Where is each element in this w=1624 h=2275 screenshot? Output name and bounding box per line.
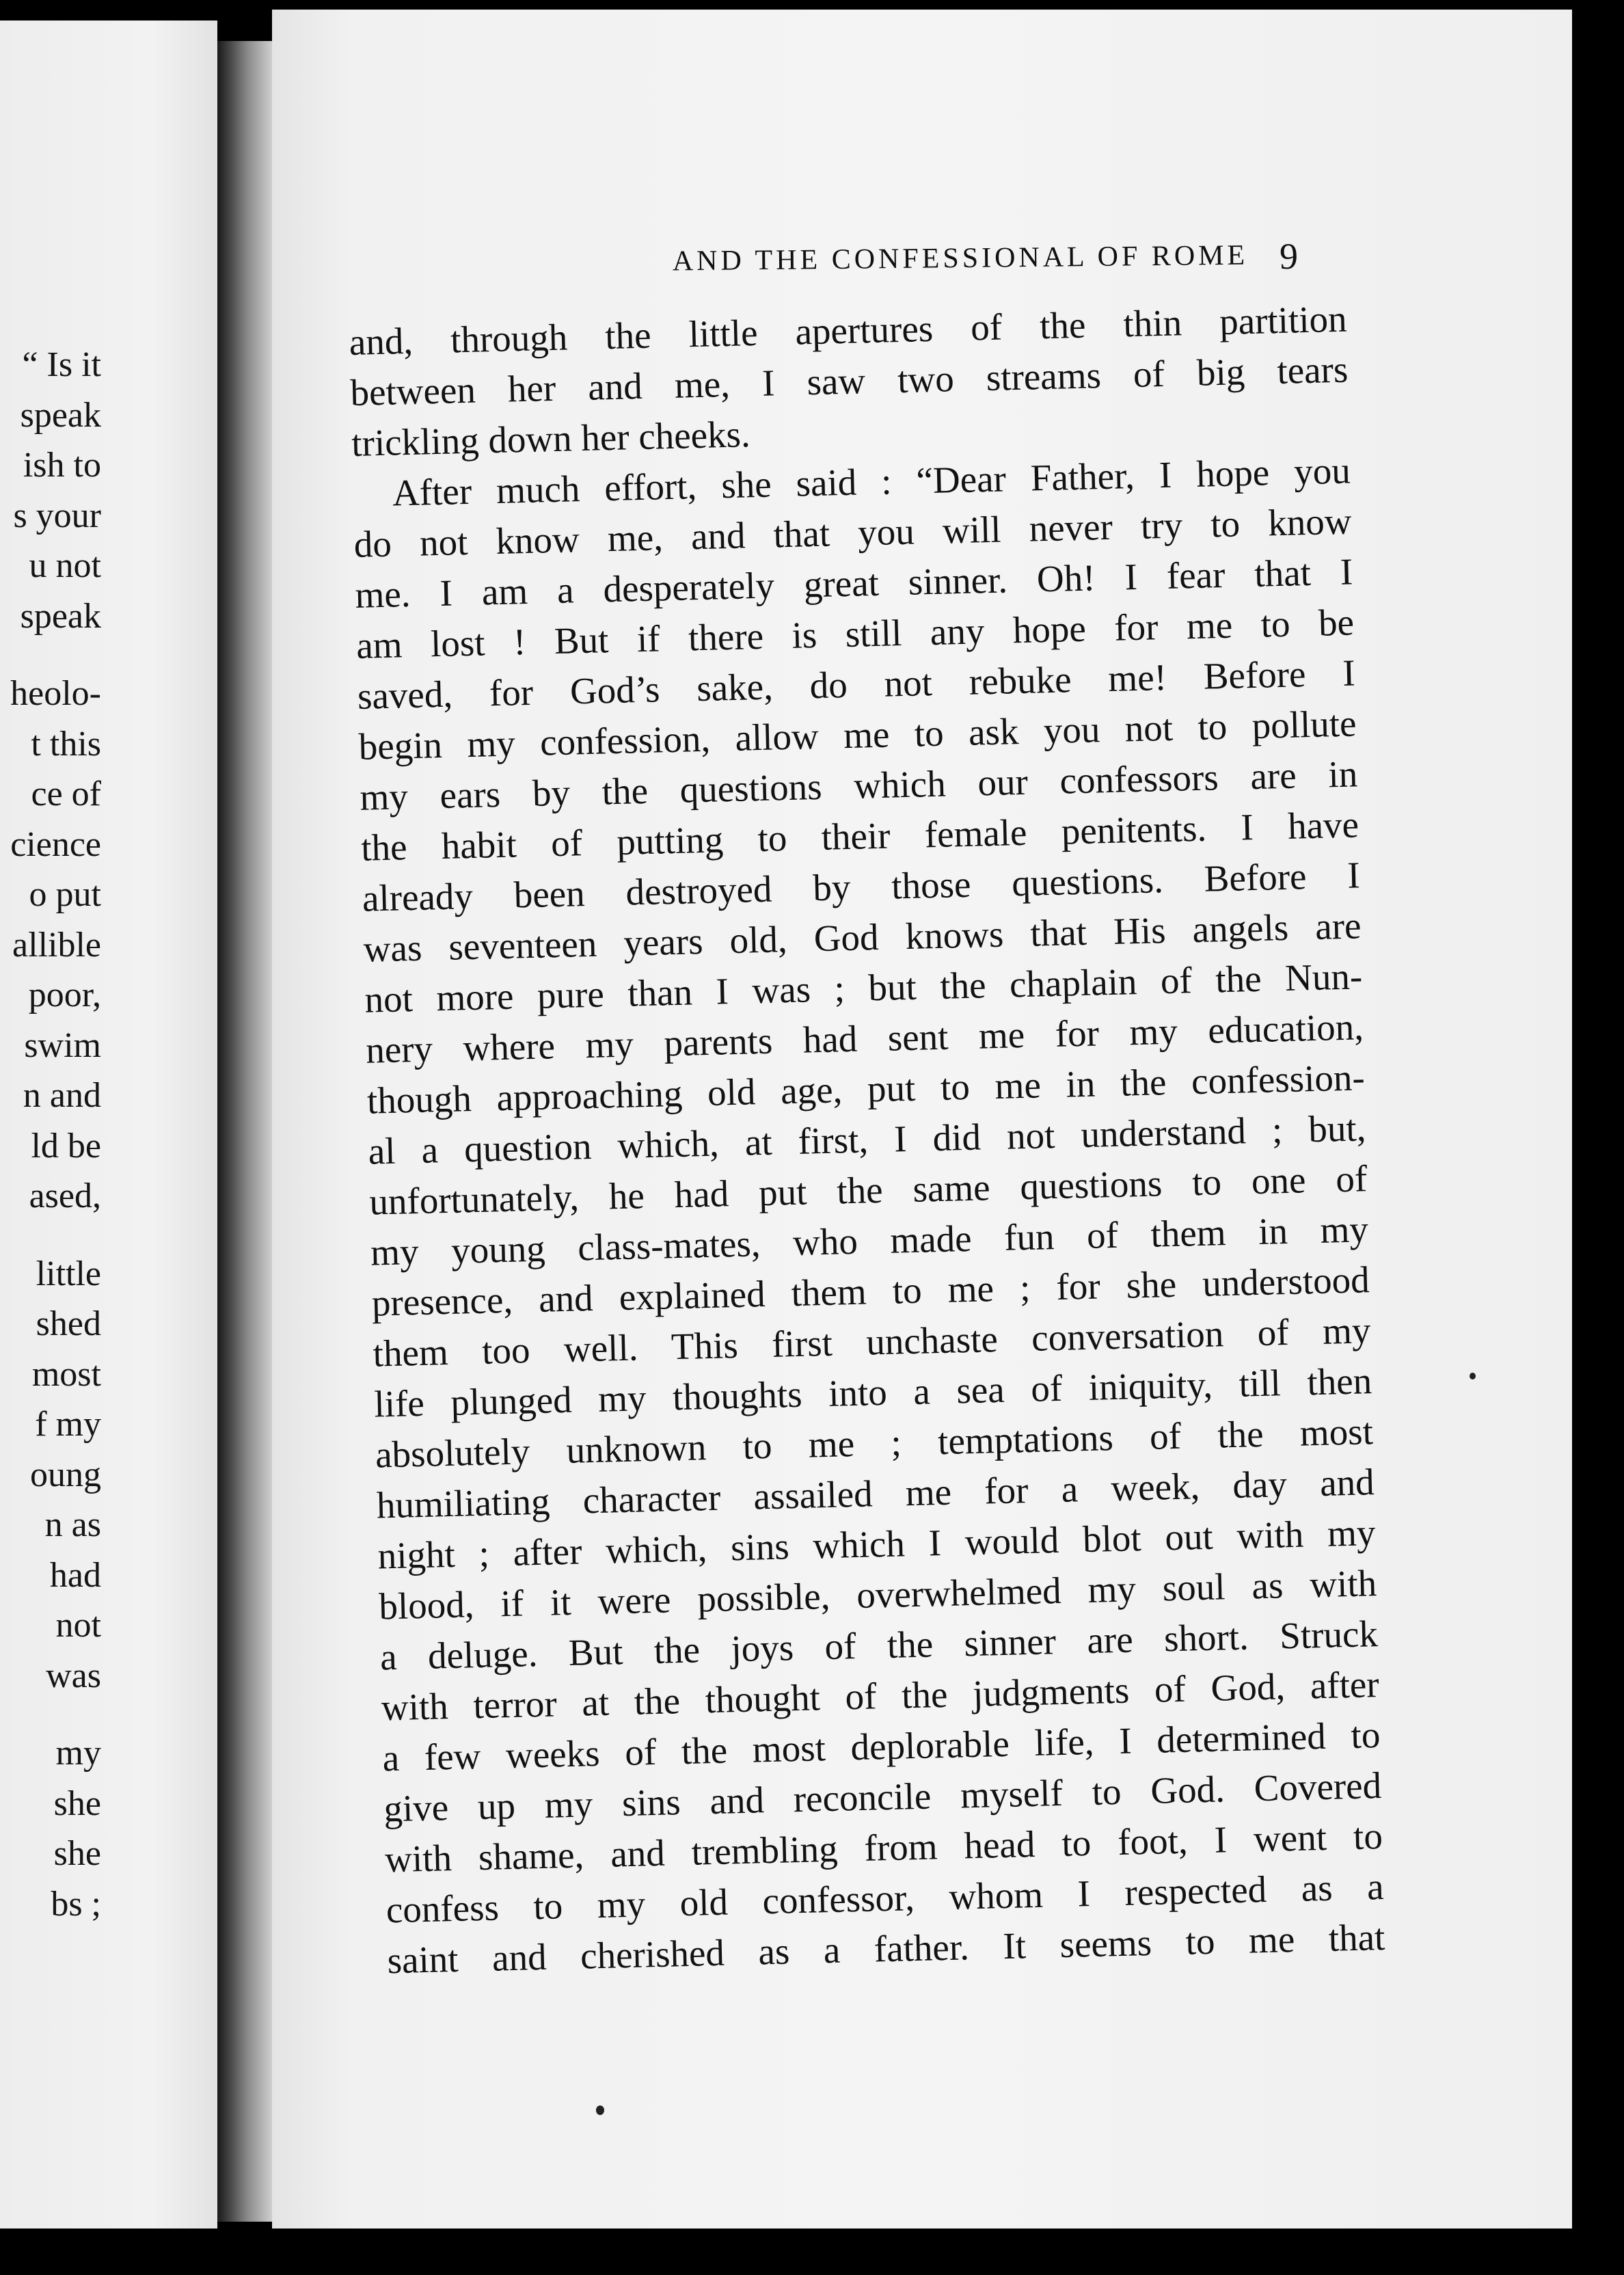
ink-speck [1470, 1373, 1476, 1379]
text-line: do not know me, and that you will never try to know [353, 500, 1353, 565]
left-page-line: she [53, 1834, 101, 1873]
left-page-line: t this [31, 724, 101, 764]
left-page-line: shed [36, 1304, 101, 1343]
book-gutter-shadow [217, 41, 272, 2222]
text-line: give up my sins and reconcile myself to God. Covered [383, 1764, 1382, 1830]
left-page-line: cience [10, 824, 101, 864]
text-line: the habit of putting to their female penitents. I have [360, 803, 1359, 869]
text-line: saved, for God’s sake, do not rebuke me! Before I [357, 651, 1356, 717]
page-number: 9 [1280, 236, 1298, 277]
left-page-line: ce of [31, 775, 101, 813]
left-page-line: my [55, 1734, 101, 1773]
left-page-line: speak [20, 395, 101, 435]
left-page-line: bs ; [51, 1884, 101, 1924]
left-page-line: f my [35, 1405, 101, 1444]
text-line: a few weeks of the most deplorable life, I determined to [381, 1714, 1381, 1779]
left-page-line: “ Is it [22, 345, 101, 384]
left-page-line: heolo- [10, 674, 101, 713]
running-head: AND THE CONFESSIONAL OF ROME [672, 239, 1249, 278]
text-line: them too well. This first unchaste conversation of my [373, 1309, 1372, 1375]
text-line: night ; after which, sins which I would blot out with my [377, 1511, 1377, 1577]
left-page-line: was [46, 1656, 101, 1695]
text-line: me. I am a desperately great sinner. Oh! I fear that I [354, 550, 1353, 616]
left-page-line: most [31, 1354, 101, 1394]
text-line: life plunged my thoughts into a sea of iniquity, till then [373, 1360, 1372, 1425]
text-line: though approaching old age, put to me in the confession- [366, 1056, 1366, 1122]
text-line: confess to my old confessor, whom I respected as a [385, 1865, 1385, 1931]
text-line: am lost ! But if there is still any hope for me to be [355, 601, 1355, 667]
left-page-line: not [55, 1606, 101, 1645]
text-line: humiliating character assailed me for a week, day and [376, 1461, 1375, 1526]
page-edge [1572, 10, 1624, 2229]
left-page-line: s your [13, 496, 101, 535]
text-line: and, through the little apertures of the thin partition [349, 297, 1348, 363]
left-page-line: n and [23, 1076, 101, 1115]
scan-border [0, 2229, 1624, 2275]
text-line: unfortunately, he had put the same questions to one of [368, 1157, 1368, 1223]
text-line: not more pure than I was ; but the chaplain of the Nun- [364, 955, 1363, 1021]
left-page-line: swim [24, 1025, 101, 1065]
left-page-line: speak [20, 596, 101, 636]
text-line: nery where my parents had sent me for my education, [365, 1006, 1364, 1071]
text-line: presence, and explained them to me ; for she understood [371, 1258, 1370, 1324]
text-line: blood, if it were possible, overwhelmed my soul as with [378, 1562, 1377, 1628]
text-line: begin my confession, allow me to ask you not to pollute [358, 702, 1357, 768]
text-line: saint and cherished as a father. It seems to me that [386, 1915, 1385, 1982]
left-page-line: ish to [23, 446, 101, 485]
left-page-line: u not [29, 546, 101, 585]
left-page-line: ld be [31, 1126, 101, 1166]
text-line: my young class-mates, who made fun of them in my [370, 1208, 1369, 1274]
text-line: already been destroyed by those questions. Before I [362, 854, 1361, 919]
text-line: with shame, and trembling from head to foot, I went to [384, 1814, 1383, 1881]
text-line: with terror at the thought of the judgments of God, after [381, 1663, 1380, 1729]
text-line: After much effort, she said : “Dear Father, I hope you [392, 449, 1351, 514]
left-page-fragment [0, 21, 217, 2235]
left-page-line: o put [29, 875, 101, 914]
ink-speck [596, 2105, 604, 2115]
left-page-line: oung [30, 1455, 101, 1494]
left-page-line: ased, [29, 1176, 101, 1215]
left-page-line: had [49, 1555, 101, 1595]
body-text [349, 294, 1385, 1987]
left-page-line: little [36, 1254, 101, 1293]
left-page-line: allible [12, 925, 101, 965]
text-line: was seventeen years old, God knows that His angels are [363, 904, 1362, 970]
left-page-line: she [53, 1783, 101, 1823]
text-line: my ears by the questions which our confessors are in [359, 753, 1358, 818]
left-page-line: poor, [28, 975, 101, 1014]
text-line: trickling down her cheeks. [351, 413, 751, 464]
text-line: between her and me, I saw two streams of big tears [349, 348, 1349, 414]
text-line: a deluge. But the joys of the sinner are short. Struck [379, 1613, 1379, 1678]
left-page-line: n as [44, 1505, 101, 1544]
right-page [272, 10, 1579, 2229]
text-line: al a question which, at first, I did not understand ; but, [368, 1107, 1367, 1172]
text-line: absolutely unknown to me ; temptations of the most [375, 1410, 1374, 1476]
